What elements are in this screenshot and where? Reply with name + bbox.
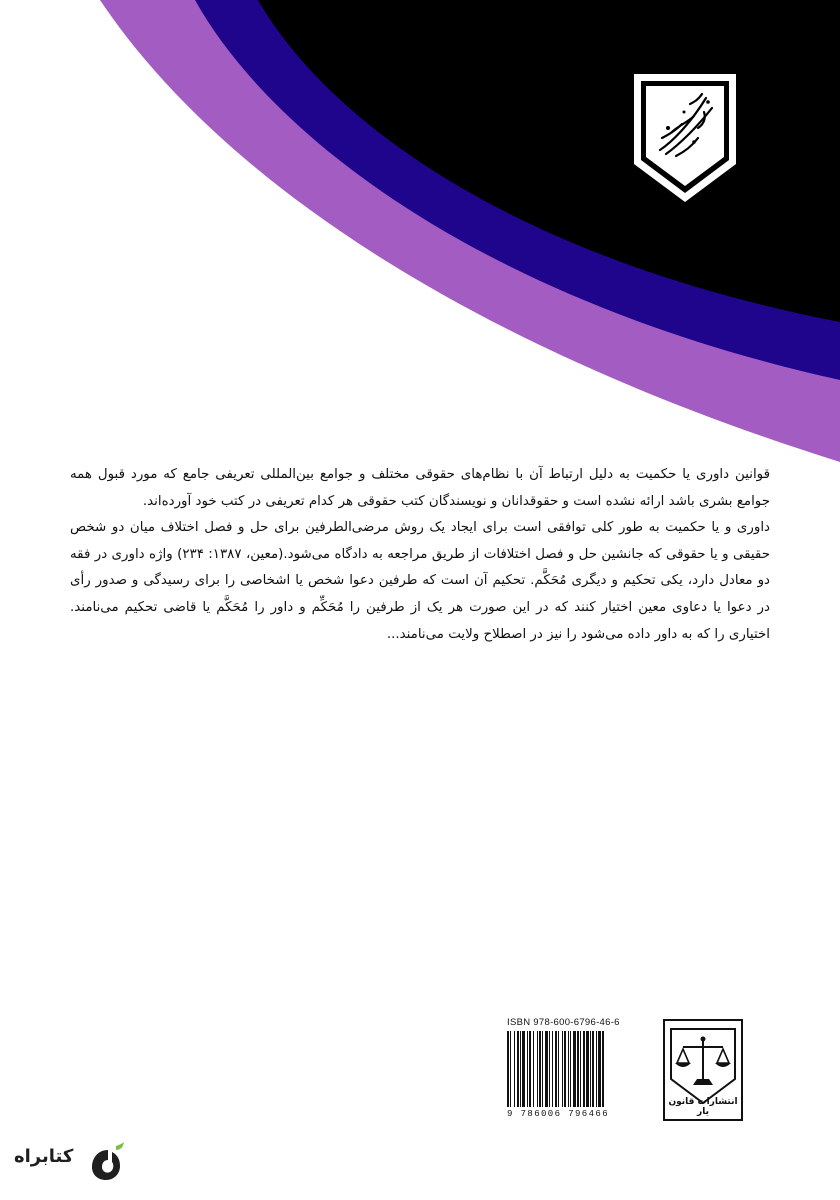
barcode bbox=[505, 1031, 657, 1109]
ketabrah-watermark bbox=[14, 1140, 126, 1182]
ketabrah-logo-icon bbox=[90, 1140, 126, 1182]
publisher-name: انتشارات قانون یار bbox=[668, 1097, 738, 1117]
isbn-digits: 9 786006 796466 bbox=[507, 1109, 610, 1119]
isbn-block bbox=[505, 1017, 745, 1125]
blurb-paragraph-2: داوری و یا حکمیت به طور کلی توافقی است برای ایجاد یک روش مرضی‌الطرفین برای حل و فصل اختلاف میان دو شخص حقیقی و یا حقوقی که جانشین حل و فصل اختلافات از طریق مراجعه به دادگاه می‌شود.(معین، ۱۳۸۷: ۲۳۴) واژه داوری در فقه دو معادل دارد، یکی تحکیم و دیگری مُحَکَّم. تحکیم آن است که طرفین دعوا شخص یا اشخاصی را برای رسیدگی و صدور رأی در دعوا یا دعاوی معین اختیار کنند که در این صورت هر یک از طرفین را مُحَکِّم و داور را مُحَکَّم یا قاضی تحکیم می‌نامند. اختیاری را که به داور داده می‌شود را نیز در اصطلاح ولایت می‌نامند... bbox=[70, 520, 770, 642]
calligraphy-shield-icon bbox=[632, 72, 738, 204]
blurb-paragraph-1: قوانین داوری یا حکمیت به دلیل ارتباط آن با نظام‌های حقوقی مختلف و جوامع بین‌المللی تعریفی جامع که مورد قبول همه جوامع بشری باشد ارائه نشده است و حقوقدانان و نویسندگان کتب حقوقی هر کدام تعریفی در کتب خود آورده‌اند. bbox=[70, 467, 770, 509]
publisher-logo bbox=[663, 1019, 743, 1121]
isbn-label: ISBN 978-600-6796-46-6 bbox=[507, 1017, 620, 1028]
back-cover-blurb bbox=[70, 462, 770, 648]
ketabrah-text: کتابراه bbox=[14, 1146, 74, 1167]
